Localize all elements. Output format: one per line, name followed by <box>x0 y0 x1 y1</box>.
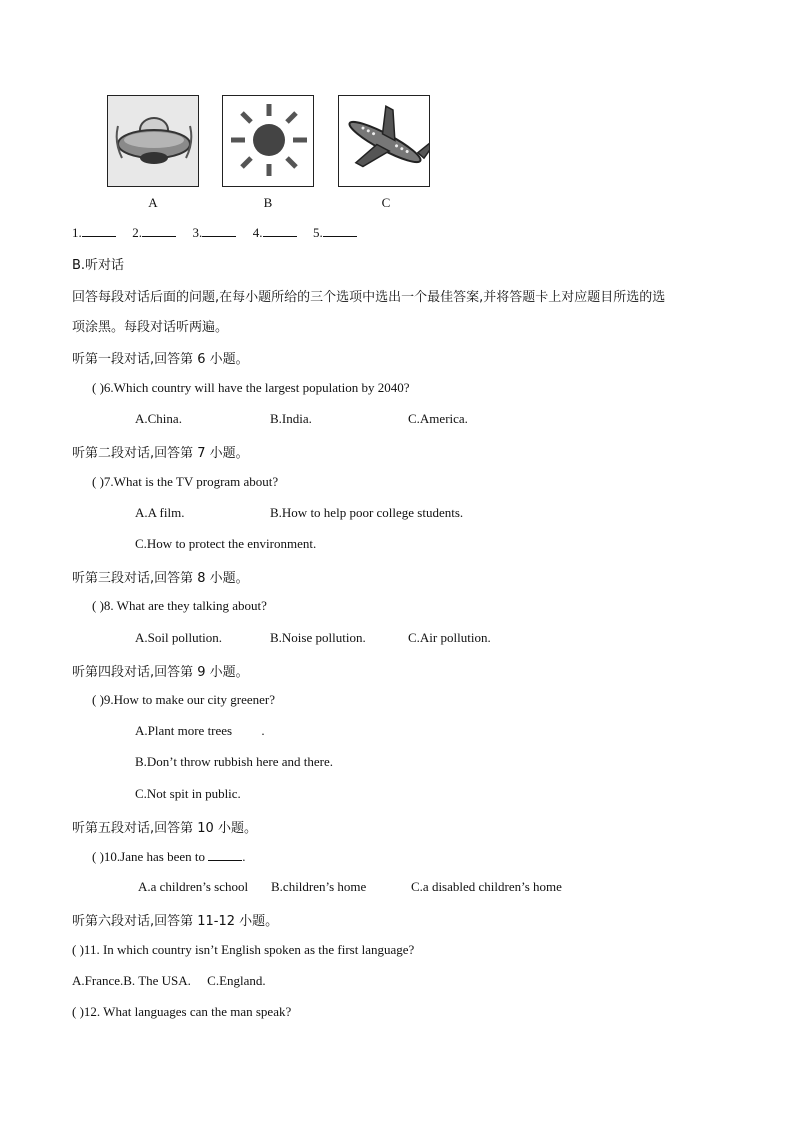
q7-option-a: A.A film. <box>135 505 185 520</box>
picture-b <box>222 95 314 187</box>
answer-paren-11[interactable]: ( ) <box>72 942 84 957</box>
blank-label-4: 4. <box>252 225 263 240</box>
picture-label-b: B <box>263 195 273 210</box>
answer-blank-5[interactable] <box>323 224 357 237</box>
dialogue-intro-4: 听第四段对话,回答第 9 小题。 <box>72 665 249 680</box>
question-10-end: . <box>242 849 246 864</box>
q8-option-b: B.Noise pollution. <box>270 630 366 645</box>
question-10 <box>92 848 246 865</box>
question-9 <box>92 692 275 708</box>
answer-paren-7[interactable]: ( ) <box>92 474 104 489</box>
airplane-icon <box>339 96 430 187</box>
question-7-text: 7.What is the TV program about? <box>103 474 279 489</box>
picture-c <box>338 95 430 187</box>
q6-option-a: A.China. <box>135 411 182 426</box>
answer-paren-10[interactable]: ( ) <box>92 849 104 864</box>
dialogue-intro-5: 听第五段对话,回答第 10 小题。 <box>72 821 257 836</box>
dialogue-intro-2: 听第二段对话,回答第 7 小题。 <box>72 446 249 461</box>
q11-options: A.France.B. The USA. C.England. <box>72 973 266 988</box>
q7-option-b: B.How to help poor college students. <box>270 505 464 520</box>
question-12 <box>72 1004 291 1020</box>
answer-blank-1[interactable] <box>82 224 116 237</box>
blank-label-2: 2. <box>132 225 142 240</box>
answer-blank-2[interactable] <box>142 224 176 237</box>
picture-label-c: C <box>381 195 391 210</box>
q8-option-c: C.Air pollution. <box>408 630 491 645</box>
q9-option-b: B.Don’t throw rubbish here and there. <box>135 754 333 769</box>
sun-icon <box>223 96 314 187</box>
dialogue-intro-6: 听第六段对话,回答第 11-12 小题。 <box>72 914 279 929</box>
q10-option-a: A.a children’s school <box>138 879 249 894</box>
question-11 <box>72 942 414 958</box>
answer-paren-12[interactable]: ( ) <box>72 1004 84 1019</box>
ufo-icon <box>108 96 199 187</box>
q6-option-c: C.America. <box>408 411 468 426</box>
section-b-instructions-1: 回答每段对话后面的问题,在每小题所给的三个选项中选出一个最佳答案,并将答题卡上对应题目所选的选 <box>72 290 666 305</box>
section-b-instructions-2: 项涂黑。每段对话听两遍。 <box>72 320 229 335</box>
answer-blanks-row <box>72 224 357 241</box>
question-10-text: 10.Jane has been to <box>103 849 209 864</box>
q10-option-b: B.children’s home <box>271 879 367 894</box>
question-12-text: 12. What languages can the man speak? <box>83 1004 292 1019</box>
question-8 <box>92 598 267 614</box>
section-b-title: B.听对话 <box>72 258 125 273</box>
blank-label-1: 1. <box>72 225 82 240</box>
dialogue-intro-3: 听第三段对话,回答第 8 小题。 <box>72 571 249 586</box>
q10-option-c: C.a disabled children’s home <box>411 879 562 894</box>
picture-a <box>107 95 199 187</box>
q9-option-c: C.Not spit in public. <box>135 786 241 801</box>
answer-paren-6[interactable]: ( ) <box>92 380 104 395</box>
blank-label-3: 3. <box>192 225 203 240</box>
answer-paren-9[interactable]: ( ) <box>92 692 104 707</box>
q9-option-a: A.Plant more trees . <box>135 723 265 738</box>
question-11-text: 11. In which country isn’t English spoken as the first language? <box>83 942 415 957</box>
answer-blank-3[interactable] <box>202 224 236 237</box>
q7-option-c: C.How to protect the environment. <box>135 536 317 551</box>
question-6 <box>92 380 409 396</box>
question-7 <box>92 474 278 490</box>
question-9-text: 9.How to make our city greener? <box>103 692 276 707</box>
question-6-text: 6.Which country will have the largest population by 2040? <box>103 380 410 395</box>
blank-label-5: 5. <box>313 225 323 240</box>
dialogue-intro-1: 听第一段对话,回答第 6 小题。 <box>72 352 249 367</box>
q6-option-b: B.India. <box>270 411 312 426</box>
answer-blank-4[interactable] <box>263 224 297 237</box>
answer-paren-8[interactable]: ( ) <box>92 598 104 613</box>
question-10-blank[interactable] <box>208 848 242 861</box>
question-8-text: 8. What are they talking about? <box>103 598 267 613</box>
picture-label-a: A <box>148 195 158 210</box>
q8-option-a: A.Soil pollution. <box>135 630 223 645</box>
